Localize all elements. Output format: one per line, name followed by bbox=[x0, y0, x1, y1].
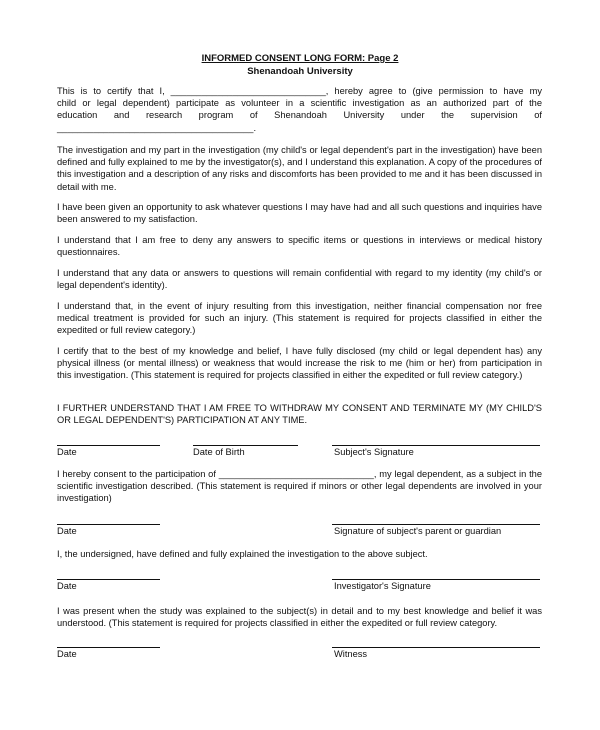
certification-line-3: education and research program of Shenandoah University under the supervision of bbox=[57, 110, 542, 121]
investigator-signature-label: Investigator's Signature bbox=[334, 581, 431, 591]
disclosure-paragraph: I certify that to the best of my knowledge and belief, I have fully disclosed (my child or legal dependent has) any physical illness (or mental illness) or weakness that would increase the risk to me (him or her) from participation in this investigation. (This statement is required for projects classified in either the expedited or full review category.) bbox=[57, 346, 542, 381]
investigator-statement: I, the undersigned, have defined and fully explained the investigation to the above subject. bbox=[57, 549, 428, 559]
withdraw-paragraph: I FURTHER UNDERSTAND THAT I AM FREE TO WITHDRAW MY CONSENT AND TERMINATE MY (MY CHILD'S OR LEGAL DEPENDENT'S) PARTICIPATION AT ANY TIME. bbox=[57, 403, 542, 426]
certification-paragraph bbox=[57, 85, 542, 134]
date-signature-line[interactable] bbox=[57, 524, 160, 525]
date-of-birth-label: Date of Birth bbox=[193, 447, 245, 457]
date-signature-line[interactable] bbox=[57, 445, 160, 446]
date-label: Date bbox=[57, 649, 77, 659]
confidentiality-paragraph: I understand that any data or answers to questions will remain confidential with regard to my identity (my child's or legal dependent's identity). bbox=[57, 268, 542, 291]
questions-paragraph: I have been given an opportunity to ask whatever questions I may have had and all such questions and inquiries have been answered to my satisfaction. bbox=[57, 202, 542, 225]
date-label: Date bbox=[57, 526, 77, 536]
subject-signature-line[interactable] bbox=[332, 445, 540, 446]
certification-line-4: ______________________________________. bbox=[57, 122, 257, 133]
investigator-signature-line[interactable] bbox=[332, 579, 540, 580]
date-label: Date bbox=[57, 447, 77, 457]
date-label: Date bbox=[57, 581, 77, 591]
date-signature-line[interactable] bbox=[57, 647, 160, 648]
date-signature-line[interactable] bbox=[57, 579, 160, 580]
university-name: Shenandoah University bbox=[247, 66, 353, 77]
witness-signature-label: Witness bbox=[334, 649, 368, 659]
dependent-consent-paragraph: I hereby consent to the participation of ______________________________, my legal dependent, as a subject in the scientific investigation described. (This statement is required if minors or other legal dependents are involved in your investigation) bbox=[57, 469, 542, 504]
explanation-paragraph: The investigation and my part in the investigation (my child's or legal dependent's part in the investigation) have been defined and fully explained to me by the investigator(s), and I understand this explanation. A copy of the procedures of this investigation and a description of any risks and discomforts has been provided to me and it has been discussed in detail with me. bbox=[57, 145, 542, 192]
deny-answers-paragraph: I understand that I am free to deny any answers to specific items or questions in interviews or medical history questionnaires. bbox=[57, 235, 542, 258]
witness-paragraph: I was present when the study was explained to the subject(s) in detail and to my best knowledge and belief it was understood. (This statement is required for projects classified in either the expedited or full review category. bbox=[57, 606, 542, 629]
certification-line-2: child or legal dependent) participate as volunteer in a scientific investigation as an authorized part of the bbox=[57, 98, 542, 109]
injury-paragraph: I understand that, in the event of injury resulting from this investigation, neither financial compensation nor free medical treatment is provided for such an injury. (This statement is required for projects classified in either the expedited or full review category.) bbox=[57, 301, 542, 336]
date-of-birth-signature-line[interactable] bbox=[193, 445, 298, 446]
subject-signature-label: Subject's Signature bbox=[334, 447, 414, 457]
certification-line-1: This is to certify that I, ______________________________, hereby agree to (give permission to have my bbox=[57, 86, 542, 96]
witness-signature-line[interactable] bbox=[332, 647, 540, 648]
guardian-signature-line[interactable] bbox=[332, 524, 540, 525]
form-title: INFORMED CONSENT LONG FORM: Page 2 bbox=[201, 53, 399, 64]
guardian-signature-label: Signature of subject's parent or guardian bbox=[334, 526, 502, 536]
